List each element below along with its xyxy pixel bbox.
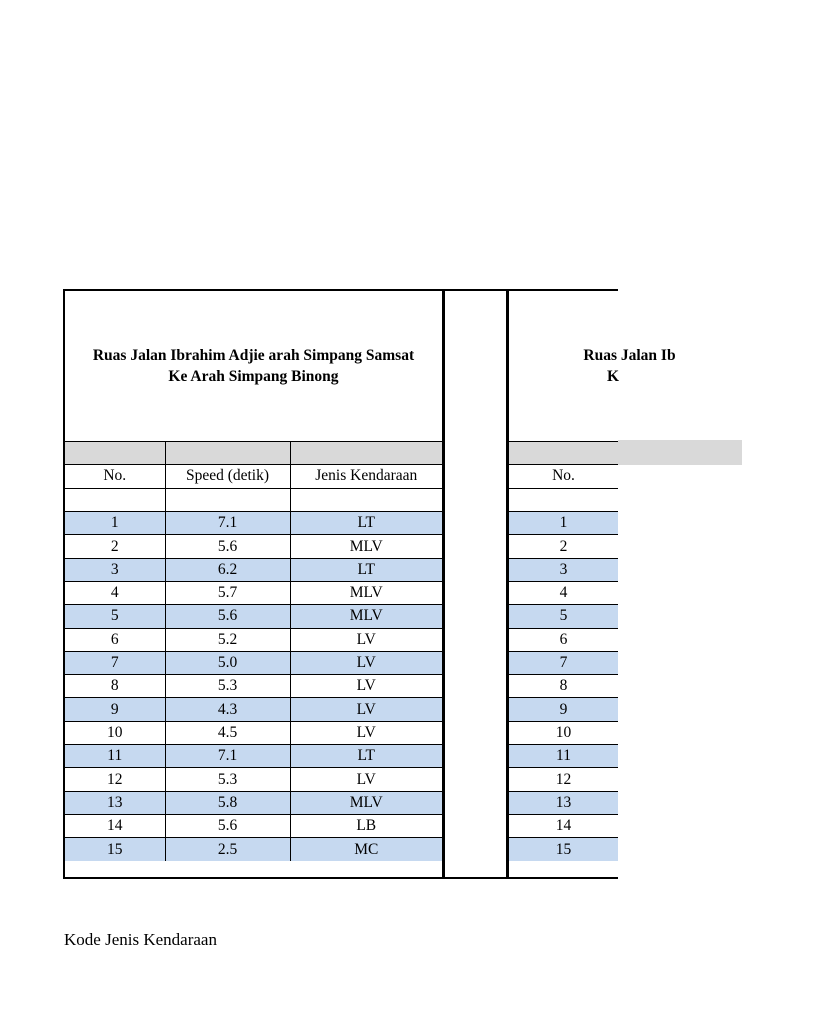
table-row [65,512,442,535]
table-1-grid [65,465,442,861]
header-no: No. [65,465,165,488]
cell-speed: 5.2 [165,628,290,651]
cell-speed: 5.6 [165,605,290,628]
table-2-grey-header-row [509,441,618,465]
table-row [509,651,618,674]
table-row [65,791,442,814]
cell-no: 11 [65,745,165,768]
vehicle-code-legend-title: Kode Jenis Kendaraan [64,930,217,949]
cell-speed: 4.3 [165,698,290,721]
table-row [509,605,618,628]
table-1-title-line-1: Ruas Jalan Ibrahim Adjie arah Simpang Samsat [92,347,415,364]
table-2-title [509,291,749,441]
cell-vehicle-type: LV [290,628,442,651]
cell-no: 6 [509,628,618,651]
cell-no: 11 [509,745,618,768]
table-row [509,512,618,535]
cell-no: 9 [509,698,618,721]
table-1-header-row [65,465,442,488]
cell-no: 9 [65,698,165,721]
header-no: No. [509,465,618,488]
table-row [65,558,442,581]
table-2-empty-row [509,488,618,511]
table-row [65,605,442,628]
table-row [509,628,618,651]
cell-speed: 5.7 [165,581,290,604]
table-row [65,651,442,674]
cell-vehicle-type: LV [290,651,442,674]
cell-no: 8 [509,675,618,698]
header-vehicle-type: Jenis Kendaraan [290,465,442,488]
table-2-grid [509,465,618,861]
empty-cell [509,488,618,511]
table-1-grey-header-row [65,441,442,465]
cell-no: 15 [509,838,618,861]
table-1-title [65,291,442,441]
cell-no: 10 [65,721,165,744]
cell-vehicle-type: MC [290,838,442,861]
table-row [509,721,618,744]
speed-table-1 [63,289,444,879]
table-1-empty-row [65,488,442,511]
table-row [65,698,442,721]
cell-no: 12 [509,768,618,791]
cell-no: 7 [509,651,618,674]
cell-vehicle-type: LT [290,558,442,581]
cell-speed: 7.1 [165,745,290,768]
cell-vehicle-type: MLV [290,791,442,814]
cell-speed: 6.2 [165,558,290,581]
cell-speed: 5.8 [165,791,290,814]
cell-vehicle-type: MLV [290,535,442,558]
empty-cell [65,488,165,511]
speed-table-2 [507,289,676,879]
table-2-title-line-1: Ruas Jalan Ib [583,347,676,364]
table-1-title-line-2: Ke Arah Simpang Binong [168,368,339,385]
cell-no: 12 [65,768,165,791]
cell-no: 1 [65,512,165,535]
cell-no: 8 [65,675,165,698]
cell-no: 14 [509,814,618,837]
cell-speed: 5.0 [165,651,290,674]
cell-no: 5 [509,605,618,628]
table-row [509,791,618,814]
cell-no: 14 [65,814,165,837]
cell-speed: 5.6 [165,535,290,558]
empty-cell [290,488,442,511]
table-2-title-line-2: K [607,368,620,385]
cell-vehicle-type: LT [290,512,442,535]
table-row [509,745,618,768]
table-row [65,628,442,651]
cell-vehicle-type: LT [290,745,442,768]
table-row [509,768,618,791]
cell-vehicle-type: LV [290,675,442,698]
cell-no: 2 [65,535,165,558]
cell-no: 2 [509,535,618,558]
cell-vehicle-type: LV [290,768,442,791]
table-spacer-column [443,289,508,879]
cell-no: 1 [509,512,618,535]
table-2-header-row [509,465,618,488]
table-row [65,675,442,698]
cell-vehicle-type: LV [290,698,442,721]
table-row [65,838,442,861]
table-row [509,838,618,861]
table-row [509,698,618,721]
cell-no: 13 [509,791,618,814]
cell-no: 13 [65,791,165,814]
cell-no: 5 [65,605,165,628]
cell-speed: 5.6 [165,814,290,837]
cell-speed: 5.3 [165,768,290,791]
cell-vehicle-type: MLV [290,581,442,604]
cell-no: 3 [65,558,165,581]
grey-header-extension [618,440,742,465]
cell-speed: 5.3 [165,675,290,698]
table-row [509,535,618,558]
cell-vehicle-type: LB [290,814,442,837]
cell-speed: 7.1 [165,512,290,535]
cell-no: 15 [65,838,165,861]
cell-speed: 4.5 [165,721,290,744]
cell-no: 7 [65,651,165,674]
table-row [509,558,618,581]
table-row [65,721,442,744]
table-row [509,814,618,837]
empty-cell [165,488,290,511]
table-row [65,814,442,837]
cell-speed: 2.5 [165,838,290,861]
cell-no: 6 [65,628,165,651]
table-row [509,675,618,698]
table-row [509,581,618,604]
cell-vehicle-type: LV [290,721,442,744]
table-row [65,768,442,791]
header-speed: Speed (detik) [165,465,290,488]
cell-vehicle-type: MLV [290,605,442,628]
table-row [65,535,442,558]
table-row [65,745,442,768]
cell-no: 3 [509,558,618,581]
cell-no: 10 [509,721,618,744]
cell-no: 4 [65,581,165,604]
table-row [65,581,442,604]
cell-no: 4 [509,581,618,604]
